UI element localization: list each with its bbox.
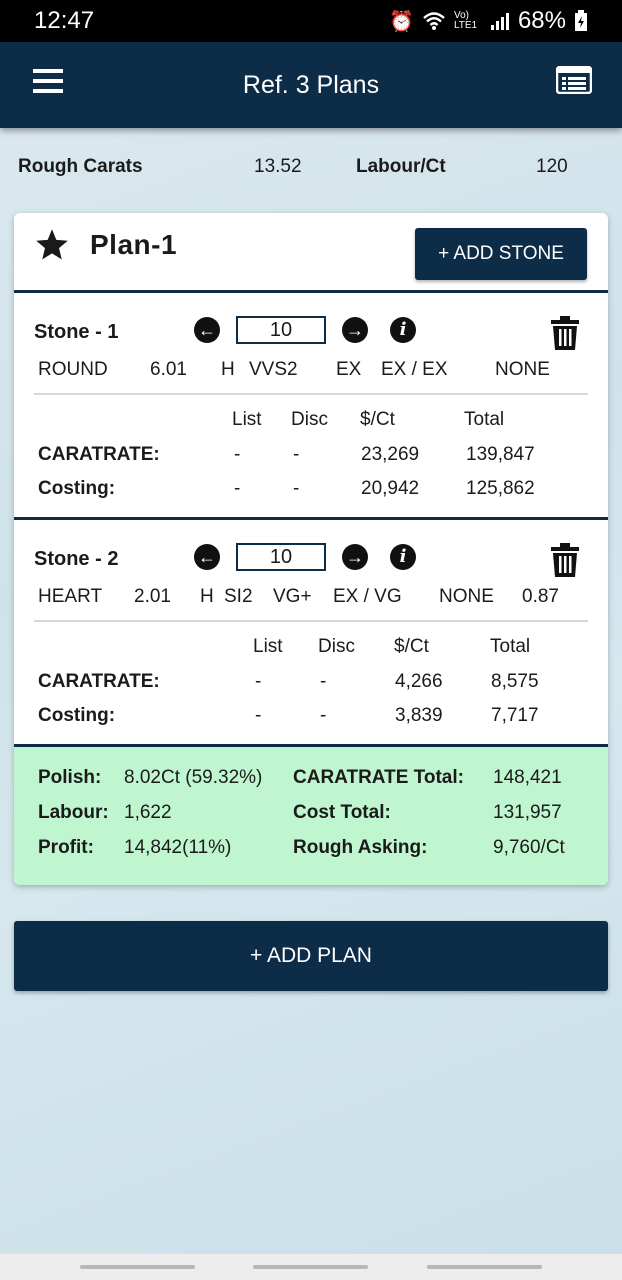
- rough-summary: [0, 156, 622, 188]
- row-total: 7,717: [491, 705, 539, 726]
- row-disc: -: [320, 705, 327, 726]
- row-label: Costing:: [38, 705, 116, 726]
- row-list: -: [255, 705, 262, 726]
- system-nav-bar: [0, 1254, 622, 1280]
- stone-color: H: [221, 359, 235, 380]
- stone-fluorescence: NONE: [495, 359, 550, 380]
- stone-color: H: [200, 586, 214, 607]
- quantity-input[interactable]: 10: [236, 316, 326, 344]
- nav-recent[interactable]: [80, 1265, 195, 1269]
- cost-total-value: 131,957: [493, 802, 562, 823]
- stone-cut: VG+: [273, 586, 312, 607]
- cost-total-label: Cost Total:: [293, 802, 391, 823]
- caratrate-total-label: CARATRATE Total:: [293, 767, 464, 788]
- alarm-icon: ⏰: [389, 10, 414, 33]
- stone-card: [14, 293, 608, 520]
- plan-totals: [14, 747, 608, 885]
- battery-icon: [574, 10, 588, 32]
- row-disc: -: [293, 444, 300, 465]
- rough-carats-label: Rough Carats: [18, 156, 143, 177]
- info-icon[interactable]: i: [390, 317, 416, 343]
- plan-title: Plan-1: [90, 229, 178, 260]
- rough-asking-value: 9,760/Ct: [493, 837, 565, 858]
- trash-icon[interactable]: [550, 316, 580, 350]
- row-total: 139,847: [466, 444, 535, 465]
- col-header-disc: Disc: [291, 409, 328, 430]
- row-list: -: [234, 444, 241, 465]
- labour-value: 1,622: [124, 802, 172, 823]
- labour-label: Labour:: [38, 802, 109, 823]
- caratrate-total-value: 148,421: [493, 767, 562, 788]
- col-header-list: List: [232, 409, 262, 430]
- stone-clarity: SI2: [224, 586, 253, 607]
- row-list: -: [255, 671, 262, 692]
- row-per-ct: 3,839: [395, 705, 443, 726]
- status-bar: [0, 0, 622, 42]
- profit-value: 14,842(11%): [124, 837, 232, 858]
- nav-back[interactable]: [427, 1265, 542, 1269]
- row-disc: -: [320, 671, 327, 692]
- stone-shape: ROUND: [38, 359, 108, 380]
- row-per-ct: 23,269: [361, 444, 420, 465]
- network-label: Vo) LTE1: [453, 10, 478, 31]
- row-label: Costing:: [38, 478, 116, 499]
- profit-label: Profit:: [38, 837, 94, 858]
- row-disc: -: [293, 478, 300, 499]
- app-bar: [0, 42, 622, 128]
- stone-fluorescence: NONE: [439, 586, 494, 607]
- rough-carats-value: 13.52: [254, 156, 302, 177]
- plan-header: [14, 213, 608, 293]
- col-header-per-ct: $/Ct: [360, 409, 395, 430]
- row-total: 8,575: [491, 671, 539, 692]
- col-header-total: Total: [464, 409, 505, 430]
- polish-label: Polish:: [38, 767, 102, 788]
- row-per-ct: 4,266: [395, 671, 443, 692]
- arrow-right-icon[interactable]: →: [342, 317, 368, 343]
- nav-home[interactable]: [253, 1265, 368, 1269]
- row-label: CARATRATE:: [38, 444, 160, 465]
- arrow-right-icon[interactable]: →: [342, 544, 368, 570]
- divider: [34, 620, 588, 622]
- trash-icon[interactable]: [550, 543, 580, 577]
- menu-icon[interactable]: [33, 69, 63, 93]
- list-icon[interactable]: [556, 66, 592, 94]
- col-header-total: Total: [490, 636, 531, 657]
- stone-clarity: VVS2: [249, 359, 298, 380]
- info-icon[interactable]: i: [390, 544, 416, 570]
- row-total: 125,862: [466, 478, 535, 499]
- labour-per-ct-label: Labour/Ct: [356, 156, 446, 177]
- arrow-left-icon[interactable]: ←: [194, 544, 220, 570]
- stone-title: Stone - 2: [34, 548, 119, 570]
- star-icon[interactable]: [34, 227, 70, 263]
- stone-carat: 6.01: [150, 359, 187, 380]
- labour-per-ct-value: 120: [536, 156, 568, 177]
- stone-extra-value: 0.87: [522, 586, 559, 607]
- stone-title: Stone - 1: [34, 321, 119, 343]
- polish-value: 8.02Ct (59.32%): [124, 767, 263, 788]
- stone-shape: HEART: [38, 586, 103, 607]
- col-header-per-ct: $/Ct: [394, 636, 429, 657]
- plan-card: [14, 213, 608, 885]
- stone-polish-symmetry: EX / VG: [333, 586, 402, 607]
- divider: [34, 393, 588, 395]
- status-icons: [389, 7, 588, 35]
- row-per-ct: 20,942: [361, 478, 420, 499]
- col-header-disc: Disc: [318, 636, 355, 657]
- signal-icon: [490, 11, 510, 31]
- stone-card: [14, 520, 608, 747]
- row-list: -: [234, 478, 241, 499]
- stone-polish-symmetry: EX / EX: [381, 359, 448, 380]
- stone-carat: 2.01: [134, 586, 171, 607]
- stone-cut: EX: [336, 359, 362, 380]
- battery-percent: 68%: [517, 7, 566, 34]
- add-stone-button[interactable]: + ADD STONE: [415, 228, 587, 280]
- status-time: 12:47: [34, 7, 95, 34]
- col-header-list: List: [253, 636, 283, 657]
- add-plan-button[interactable]: + ADD PLAN: [14, 921, 608, 991]
- row-label: CARATRATE:: [38, 671, 160, 692]
- wifi-icon: [422, 11, 446, 31]
- quantity-input[interactable]: 10: [236, 543, 326, 571]
- page-title: Ref. 3 Plans: [242, 70, 380, 99]
- rough-asking-label: Rough Asking:: [293, 837, 428, 858]
- arrow-left-icon[interactable]: ←: [194, 317, 220, 343]
